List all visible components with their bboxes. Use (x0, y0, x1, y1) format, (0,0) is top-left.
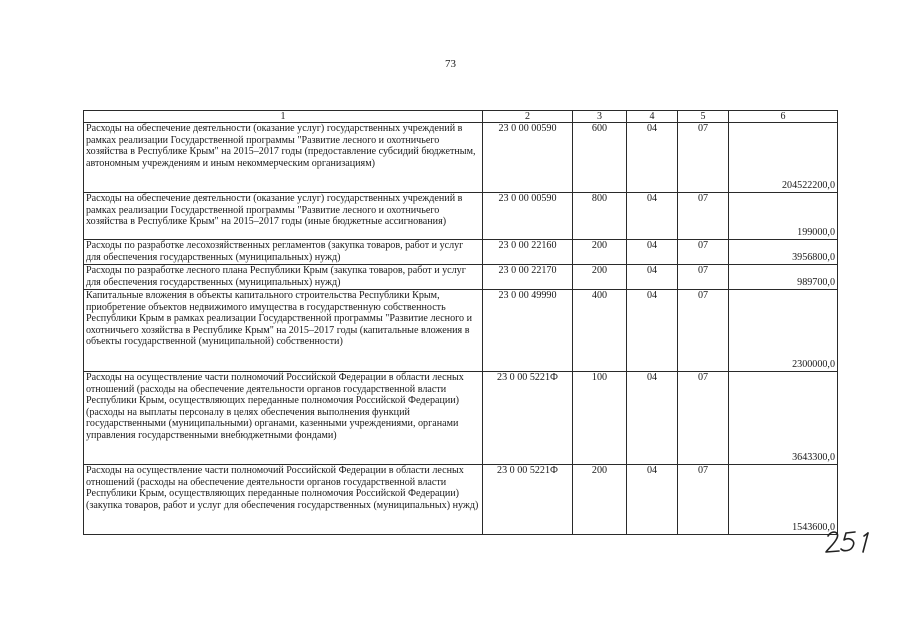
row-col5: 07 (678, 265, 729, 290)
row-col3: 600 (573, 123, 627, 193)
row-col5: 07 (678, 240, 729, 265)
row-amount: 199000,0 (729, 193, 838, 240)
row-description: Расходы по разработке лесного плана Республики Крым (закупка товаров, работ и услуг для обеспечения государственных (муниципальных) нужд) (84, 265, 483, 290)
row-col4: 04 (627, 123, 678, 193)
column-header: 3 (573, 111, 627, 123)
row-amount: 1543600,0 (729, 465, 838, 535)
row-col5: 07 (678, 372, 729, 465)
row-col3: 200 (573, 265, 627, 290)
row-col5: 07 (678, 123, 729, 193)
row-code: 23 0 00 5221Ф (483, 372, 573, 465)
row-col4: 04 (627, 265, 678, 290)
table-row (84, 240, 838, 265)
row-amount: 989700,0 (729, 265, 838, 290)
column-header: 2 (483, 111, 573, 123)
row-code: 23 0 00 00590 (483, 123, 573, 193)
row-col3: 100 (573, 372, 627, 465)
row-code: 23 0 00 49990 (483, 290, 573, 372)
row-amount: 2300000,0 (729, 290, 838, 372)
row-col3: 200 (573, 465, 627, 535)
row-description: Капитальные вложения в объекты капитального строительства Республики Крым, приобретение объектов недвижимого имущества в государственную собственность Республики Крым в рамках реализации Государственной программы "Развитие лесного и охотничьего хозяйства в Республике Крым" на 2015–2017 годы (капитальные вложения в объекты государственной (муниципальной) собственности) (84, 290, 483, 372)
table-row (84, 123, 838, 193)
column-header: 4 (627, 111, 678, 123)
row-code: 23 0 00 22170 (483, 265, 573, 290)
row-col3: 800 (573, 193, 627, 240)
column-header: 6 (729, 111, 838, 123)
row-description: Расходы на осуществление части полномочий Российской Федерации в области лесных отношений (расходы на обеспечение деятельности органов государственной власти Республики Крым, осуществляющих переданные полномочия Российской Федерации) (расходы на выплаты персоналу в целях обеспечения выполнения функций государственными (муниципальными) органами, казенными учреждениями, органами управления государственными внебюджетными фондами) (84, 372, 483, 465)
row-amount: 3956800,0 (729, 240, 838, 265)
column-header: 1 (84, 111, 483, 123)
row-code: 23 0 00 00590 (483, 193, 573, 240)
row-col5: 07 (678, 193, 729, 240)
table-header-row (84, 111, 838, 123)
row-col3: 200 (573, 240, 627, 265)
column-header: 5 (678, 111, 729, 123)
row-code: 23 0 00 22160 (483, 240, 573, 265)
table-row (84, 372, 838, 465)
row-col4: 04 (627, 465, 678, 535)
budget-table (83, 110, 838, 535)
row-amount: 3643300,0 (729, 372, 838, 465)
row-description: Расходы на обеспечение деятельности (оказание услуг) государственных учреждений в рамках реализации Государственной программы "Развитие лесного и охотничьего хозяйства в Республике Крым" на 2015–2017 годы (предоставление субсидий бюджетным, автономным учреждениям и иным некоммерческим организациям) (84, 123, 483, 193)
row-col4: 04 (627, 372, 678, 465)
table-row (84, 193, 838, 240)
row-description: Расходы на обеспечение деятельности (оказание услуг) государственных учреждений в рамках реализации Государственной программы "Развитие лесного и охотничьего хозяйства в Республике Крым" на 2015–2017 годы (иные бюджетные ассигнования) (84, 193, 483, 240)
page-number: 73 (445, 58, 456, 70)
handwritten-page-mark (822, 527, 882, 557)
row-amount: 204522200,0 (729, 123, 838, 193)
table-row (84, 265, 838, 290)
row-description: Расходы по разработке лесохозяйственных регламентов (закупка товаров, работ и услуг для обеспечения государственных (муниципальных) нужд) (84, 240, 483, 265)
row-col4: 04 (627, 193, 678, 240)
table-row (84, 465, 838, 535)
row-code: 23 0 00 5221Ф (483, 465, 573, 535)
table-row (84, 290, 838, 372)
row-col3: 400 (573, 290, 627, 372)
row-col4: 04 (627, 240, 678, 265)
row-col5: 07 (678, 290, 729, 372)
row-col4: 04 (627, 290, 678, 372)
row-description: Расходы на осуществление части полномочий Российской Федерации в области лесных отношений (расходы на обеспечение деятельности органов государственной власти Республики Крым, осуществляющих переданные полномочия Российской Федерации) (закупка товаров, работ и услуг для обеспечения государственных (муниципальных) нужд) (84, 465, 483, 535)
row-col5: 07 (678, 465, 729, 535)
